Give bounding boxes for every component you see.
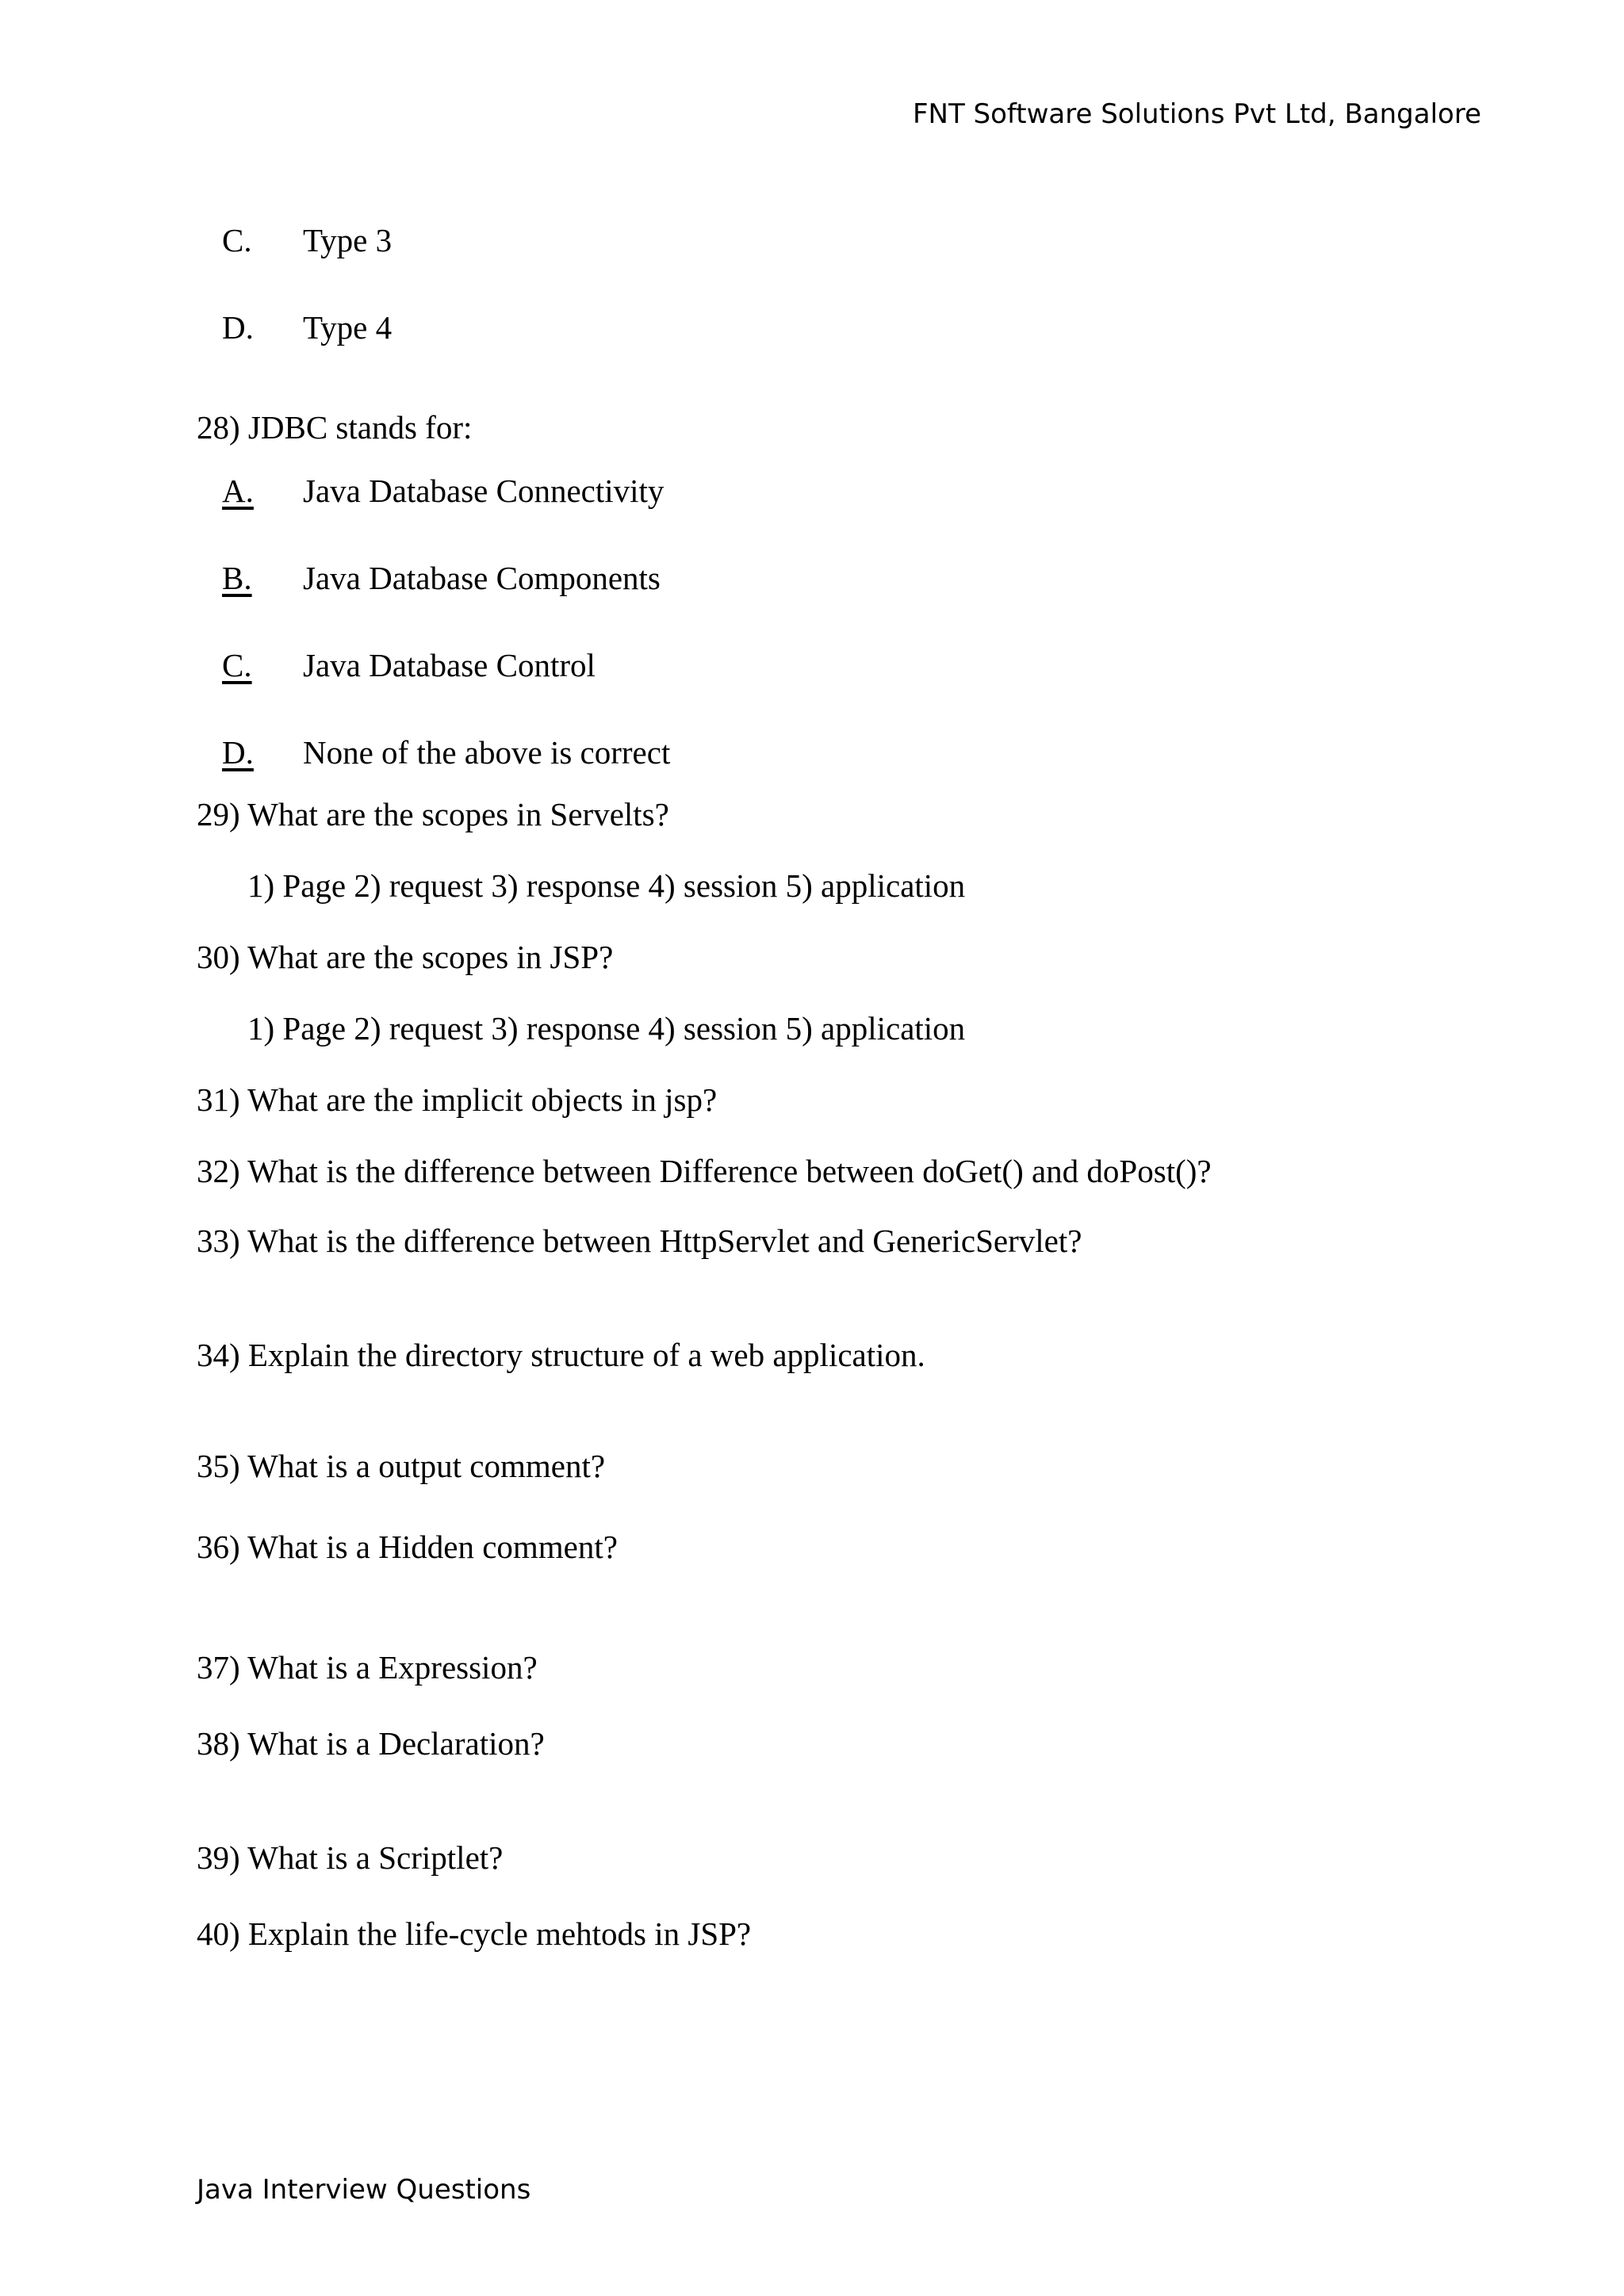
option-text-d: Type 4 bbox=[303, 309, 393, 346]
q28-option-text-a: Java Database Connectivity bbox=[303, 473, 665, 509]
option-letter-c: C. bbox=[222, 222, 252, 258]
option-letter-d: D. bbox=[222, 309, 254, 346]
q28-option-letter-a: A. bbox=[222, 473, 254, 509]
question-30-answer: 1) Page 2) request 3) response 4) session 5) application bbox=[247, 1010, 966, 1047]
question-28: 28) JDBC stands for: bbox=[197, 409, 473, 446]
question-32: 32) What is the difference between Difference between doGet() and doPost()? bbox=[197, 1153, 1212, 1189]
question-34: 34) Explain the directory structure of a web application. bbox=[197, 1337, 925, 1373]
question-36: 36) What is a Hidden comment? bbox=[197, 1529, 618, 1565]
question-30: 30) What are the scopes in JSP? bbox=[197, 939, 614, 975]
question-33: 33) What is the difference between HttpServlet and GenericServlet? bbox=[197, 1223, 1082, 1259]
question-35: 35) What is a output comment? bbox=[197, 1448, 606, 1484]
page-header: FNT Software Solutions Pvt Ltd, Bangalore bbox=[912, 98, 1481, 130]
question-38: 38) What is a Declaration? bbox=[197, 1725, 545, 1762]
question-29-answer: 1) Page 2) request 3) response 4) session 5) application bbox=[247, 867, 966, 904]
question-39: 39) What is a Scriptlet? bbox=[197, 1839, 504, 1876]
question-31: 31) What are the implicit objects in jsp? bbox=[197, 1081, 718, 1118]
question-37: 37) What is a Expression? bbox=[197, 1649, 538, 1686]
question-40: 40) Explain the life-cycle mehtods in JSP? bbox=[197, 1915, 752, 1952]
q28-option-letter-d: D. bbox=[222, 734, 254, 771]
page-footer: Java Interview Questions bbox=[197, 2174, 531, 2206]
q28-option-text-c: Java Database Control bbox=[303, 647, 596, 683]
question-29: 29) What are the scopes in Servelts? bbox=[197, 796, 669, 832]
q28-option-text-b: Java Database Components bbox=[303, 560, 661, 596]
option-text-c: Type 3 bbox=[303, 222, 393, 258]
q28-option-text-d: None of the above is correct bbox=[303, 734, 671, 771]
q28-option-letter-c: C. bbox=[222, 647, 252, 683]
q28-option-letter-b: B. bbox=[222, 560, 252, 596]
